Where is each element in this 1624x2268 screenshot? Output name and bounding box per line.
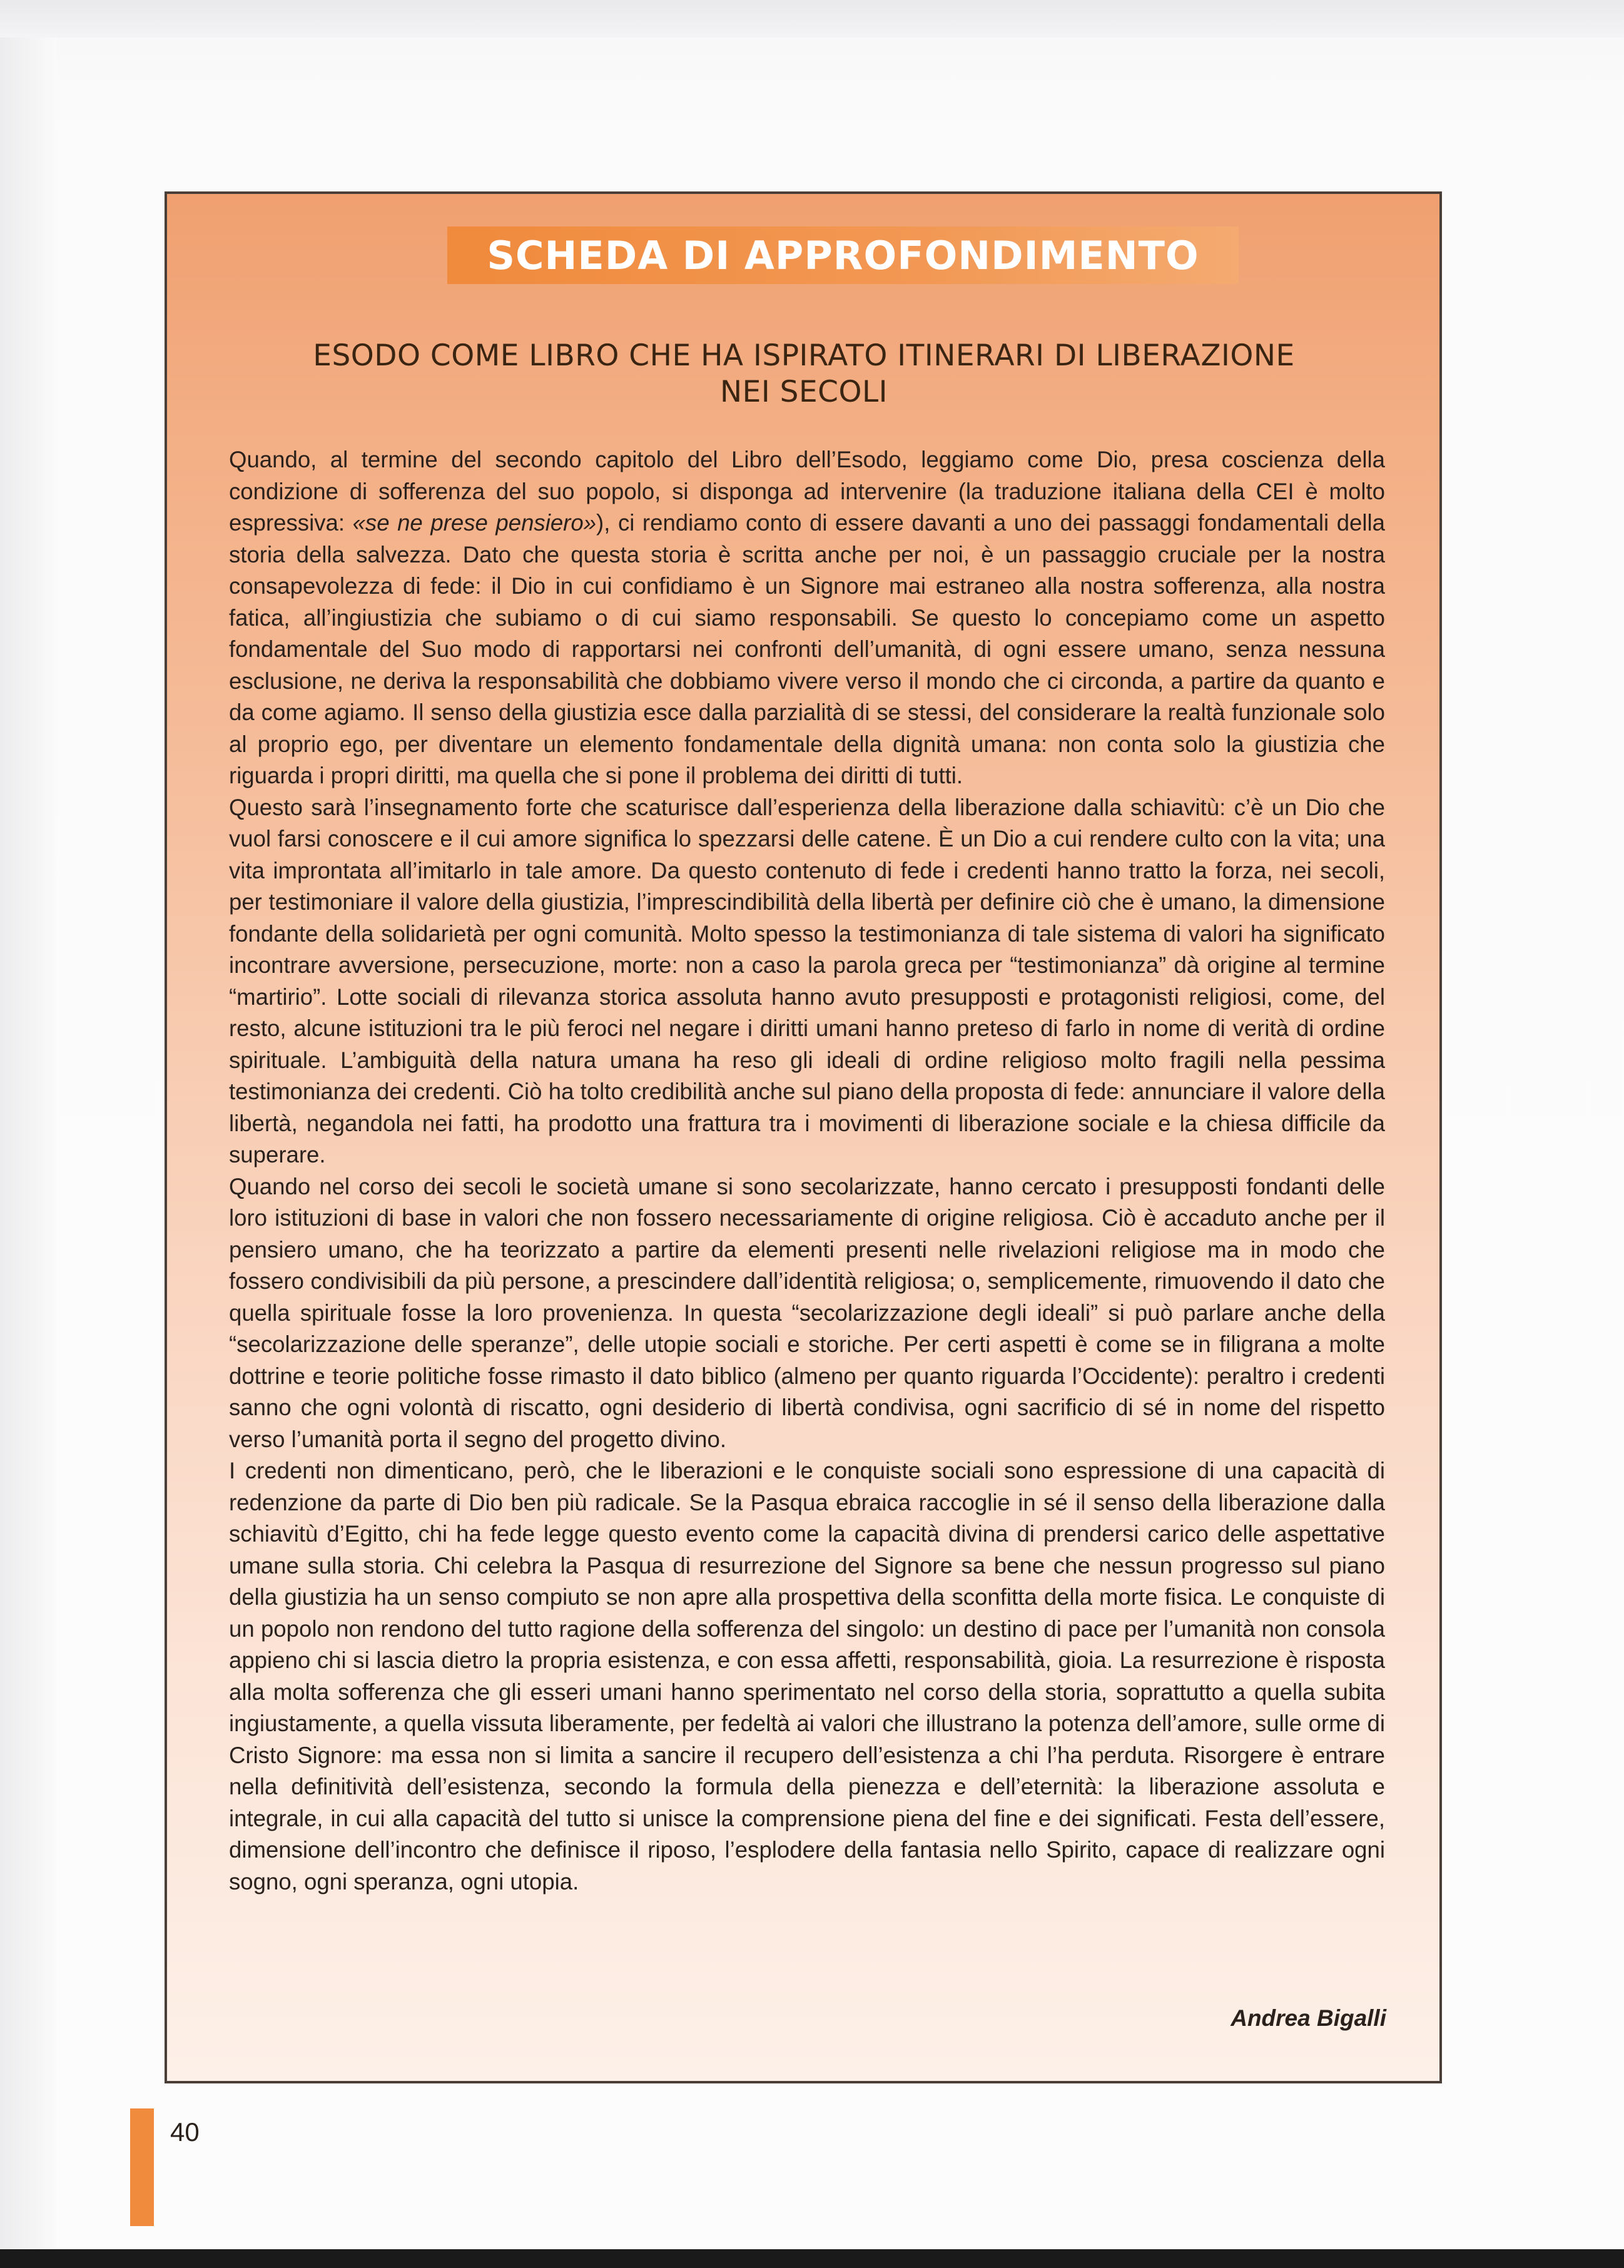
paragraph-text: Quando, al termine del secondo capitolo del Libro dell’Esodo, leggiamo come Dio, presa coscienza della condizione di sofferenza del suo popolo, si disponga ad intervenire (la traduzione italiana della CEI è molto espressiva: [229, 447, 1385, 536]
paragraph: Questo sarà l’insegnamento forte che scaturisce dall’esperienza della liberazione dalla schiavitù: c’è un Dio che vuol farsi conoscere e il cui amore significa lo spezzarsi delle catene. È un Dio a cui rendere culto con la vita; una vita improntata all’imitarlo in tale amore. Da questo contenuto di fede i credenti hanno tratto la forza, nei secoli, per testimoniare il valore della giustizia, l’imprescindibilità della libertà per definire ciò che è umano, la dimensione fondante della solidarietà per ogni comunità. Molto spesso la testimonianza di tale sistema di valori ha significato incontrare avversione, persecuzione, morte: non a caso la parola greca per “testimonianza” dà origine al termine “martirio”. Lotte sociali di rilevanza storica assoluta hanno avuto presupposti e protagonisti religiosi, come, del resto, alcune istituzioni tra le più feroci nel negare i diritti umani hanno preteso di farlo in nome di verità di ordine spirituale. L’ambiguità della natura umana ha reso gli ideali di ordine religioso molto fragili nella pessima testimonianza dei credenti. Ciò ha tolto credibilità anche sul piano della proposta di fede: annunciare il valore della libertà, negandola nei fatti, ha prodotto una frattura tra i movimenti di liberazione sociale e la chiesa difficile da superare. [229, 794, 1385, 1167]
paragraph-text: ), ci rendiamo conto di essere davanti a uno dei passaggi fondamentali della storia della salvezza. Dato che questa storia è scritta anche per noi, è un passaggio cruciale per la nostra consapevolezza di fede: il Dio in cui confidiamo è un Signore mai estraneo alla nostra sofferenza, alla nostra fatica, all’ingiustizia che subiamo o di cui siamo responsabili. Se questo lo concepiamo come un aspetto fondamentale del Suo modo di rapportarsi nei confronti dell’umanità, di ogni essere umano, senza nessuna esclusione, ne deriva la responsabilità che dobbiamo vivere verso il mondo che ci circonda, a partire da quanto e da come agiamo. Il senso della giustizia esce dalla parzialità di se stessi, del considerare la realtà funzionale solo al proprio ego, per diventare un elemento fondamentale della dignità umana: non conta solo la giustizia che riguarda i propri diritti, ma quella che si pone il problema dei diritti di tutti. [229, 510, 1385, 788]
scan-bottom-edge [0, 2249, 1624, 2268]
quoted-phrase: «se ne prese pensiero» [352, 510, 597, 536]
page-number: 40 [170, 2117, 200, 2147]
author-signature: Andrea Bigalli [1231, 2005, 1386, 2031]
article-title-line-1: ESODO COME LIBRO CHE HA ISPIRATO ITINERARI DI LIBERAZIONE [313, 338, 1295, 373]
section-label: SCHEDA DI APPROFONDIMENTO [487, 232, 1199, 278]
paragraph: I credenti non dimenticano, però, che le liberazioni e le conquiste sociali sono espressione di una capacità di redenzione da parte di Dio ben più radicale. Se la Pasqua ebraica raccoglie in sé il senso della liberazione dalla schiavitù d’Egitto, chi ha fede legge questo evento come la capacità divina di prendersi carico delle aspettative umane sulla storia. Chi celebra la Pasqua di resurrezione del Signore sa bene che nessun progresso sul piano della giustizia ha un senso compiuto se non apre alla prospettiva della sconfitta della morte fisica. Le conquiste di un popolo non rendono del tutto ragione della sofferenza del singolo: un destino di pace per l’umanità non consola appieno chi si lascia dietro la propria esistenza, e con essa affetti, responsabilità, gioia. La resurrezione è risposta alla molta sofferenza che gli esseri umani hanno sperimentato nel corso della storia, soprattutto a quella subita ingiustamente, a quella vissuta liberamente, per fedeltà ai valori che illustrano la potenza dell’amore, sulle orme di Cristo Signore: ma essa non si limita a sancire il recupero dell’esistenza a chi l’ha perduta. Risorgere è entrare nella definitività dell’esistenza, secondo la formula della pienezza e dell’eternità: la liberazione assoluta e integrale, in cui alla capacità del tutto si unisce la comprensione piena del fine e dei significati. Festa dell’essere, dimensione dell’incontro che definisce il riposo, l’esplodere della fantasia nello Spirito, capace di realizzare ogni sogno, ogni speranza, ogni utopia. [229, 1458, 1385, 1894]
article-body [229, 444, 1385, 1898]
section-banner [447, 226, 1239, 284]
article-title-line-2: NEI SECOLI [719, 375, 888, 409]
article-title [188, 338, 1420, 410]
paragraph: Quando nel corso dei secoli le società umane si sono secolarizzate, hanno cercato i presupposti fondanti delle loro istituzioni di base in valori che non fossero necessariamente di origine religiosa. Ciò è accaduto anche per il pensiero umano, che ha teorizzato a partire da elementi presenti nelle rivelazioni religiose ma in modo che fossero condivisibili da più persone, a prescindere dall’identità religiosa; o, semplicemente, rimuovendo il dato che quella spirituale fosse la loro provenienza. In questa “secolarizzazione degli ideali” si può parlare anche della “secolarizzazione delle speranze”, delle utopie sociali e storiche. Per certi aspetti è come se in filigrana a molte dottrine e teorie politiche fosse rimasto il dato biblico (almeno per quanto riguarda l’Occidente): peraltro i credenti sanno che ogni volontà di riscatto, ogni desiderio di libertà condivisa, ogni sacrificio di sé in nome del rispetto verso l’umanità porta il segno del progetto divino. [229, 1173, 1385, 1452]
page-number-tab [130, 2108, 154, 2226]
paragraph [229, 444, 1385, 792]
scan-left-edge [0, 38, 56, 2268]
scan-top-shadow [0, 0, 1624, 38]
